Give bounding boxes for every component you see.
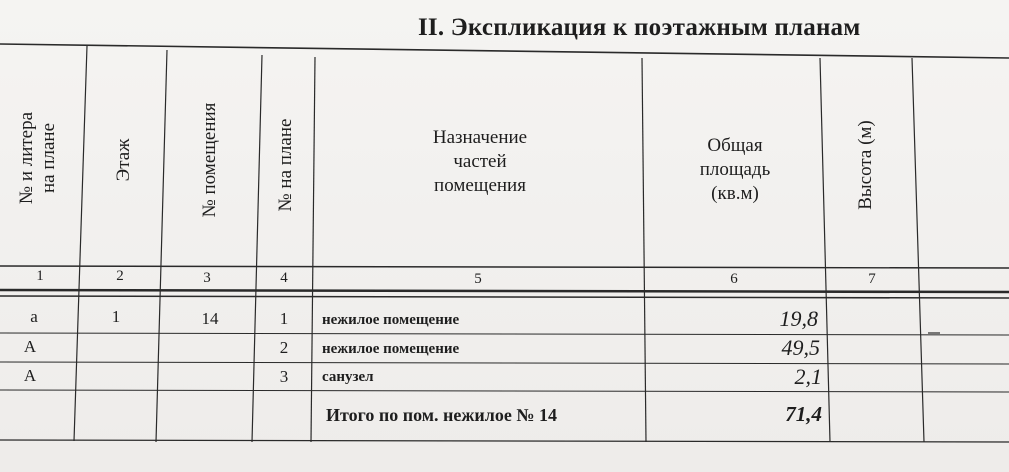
row-floor: 1 (111, 307, 121, 326)
column-number-3: 3 (203, 270, 211, 286)
row-purpose: нежилое помещение (322, 341, 460, 357)
column-number-4: 4 (280, 270, 288, 286)
row-litera: А (23, 337, 37, 356)
row-area: 19,8 (779, 306, 818, 331)
row-plan-number: 3 (279, 367, 289, 386)
header-purpose: Назначение частей помещения (432, 127, 528, 196)
row-room: 14 (201, 309, 219, 328)
row-purpose: нежилое помещение (322, 312, 460, 328)
header-floor: Этаж (113, 138, 134, 182)
header-plan-number: № на плане (275, 118, 296, 212)
column-number-5: 5 (474, 271, 482, 287)
row-purpose: санузел (322, 369, 374, 385)
column-number-1: 1 (36, 268, 44, 284)
column-number-2: 2 (116, 268, 124, 284)
header-height: Высота (м) (855, 120, 876, 210)
header-room-number: № помещения (199, 102, 220, 218)
row-plan-number: 2 (279, 338, 289, 357)
page-title: II. Экспликация к поэтажным планам (418, 14, 861, 41)
row-area: 2,1 (794, 364, 822, 389)
row-plan-number: 1 (279, 309, 289, 328)
header-litera: № и литера на плане (16, 111, 59, 205)
total-area: 71,4 (785, 402, 822, 426)
header-area: Общая площадь (кв.м) (699, 135, 771, 204)
column-number-6: 6 (730, 271, 738, 287)
total-label: Итого по пом. нежилое № 14 (326, 405, 557, 425)
row-area: 49,5 (781, 335, 820, 360)
row-litera: А (23, 366, 37, 385)
column-number-7: 7 (868, 271, 876, 287)
row-litera: а (30, 307, 38, 326)
